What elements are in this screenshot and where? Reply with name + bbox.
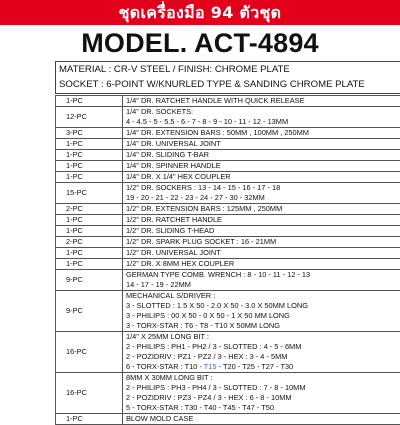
socket-line: SOCKET : 6-POINT W/KNURLED TYPE & SANDING CHROME PLATE	[59, 77, 400, 92]
item-description-line: 3 - TORX-STAR : T6 - T8 - T10 X 50MM LONG	[126, 321, 400, 331]
item-description-line: 8MM X 30MM LONG BIT :	[126, 373, 400, 383]
table-row	[56, 183, 400, 204]
material-line: MATERIAL : CR-V STEEL / FINISH: CHROME PLATE	[59, 62, 400, 77]
item-description	[123, 128, 400, 139]
item-description-line: 1/2" DR. UNIVERSAL JOINT	[126, 248, 400, 258]
item-description-line: 1/4" DR. UNIVERSAL JOINT	[126, 139, 400, 149]
item-description	[123, 373, 400, 414]
item-description-line: 2 - POZIDRIV : PZ3 - PZ4 / 3 - HEX : 6 - 8 - 10MM	[126, 393, 400, 403]
item-description-line: 1/2" DR. EXTENSION BARS : 125MM , 250MM	[126, 204, 400, 214]
item-description	[123, 215, 400, 226]
table-row	[56, 414, 400, 425]
item-description-line: 1/2" DR. SOCKERS : 13 - 14 - 15 - 16 - 17 - 18	[126, 183, 400, 193]
item-description-line: 2 - PHILIPS : PH3 - PH4 / 3 - SLOTTED : 7 - 8 - 10MM	[126, 383, 400, 393]
item-quantity: 16-PC	[56, 373, 123, 414]
item-description	[123, 96, 400, 107]
item-quantity: 1-PC	[56, 226, 123, 237]
item-description-line: 6 - TORX-STAR : T10 - T15 - T20 - T25 - T27 - T30	[126, 362, 400, 372]
table-row	[56, 161, 400, 172]
table-row	[56, 291, 400, 332]
table-row	[56, 270, 400, 291]
item-description-line: 1/2" DR. SLIDING T-HEAD	[126, 226, 400, 236]
item-description	[123, 107, 400, 128]
item-quantity: 1-PC	[56, 414, 123, 425]
item-description-line: 19 - 20 - 21 - 22 - 23 - 24 - 27 - 30 - 32MM	[126, 193, 400, 203]
table-row	[56, 150, 400, 161]
item-description-line: 1/2" DR. RATCHET HANDLE	[126, 215, 400, 225]
item-quantity: 1-PC	[56, 96, 123, 107]
item-description-line: BLOW MOLD CASE	[126, 414, 400, 424]
highlighted-text: T15	[204, 362, 217, 371]
item-description	[123, 332, 400, 373]
item-table	[55, 95, 400, 425]
table-row	[56, 248, 400, 259]
item-description	[123, 183, 400, 204]
item-description	[123, 204, 400, 215]
item-description-line: 1/4" DR. EXTENSION BARS : 50MM , 100MM , 250MM	[126, 128, 400, 138]
item-rows	[56, 96, 400, 425]
item-quantity: 1-PC	[56, 161, 123, 172]
item-quantity: 9-PC	[56, 291, 123, 332]
item-description-line: 1/4" DR. SPINNER HANDLE	[126, 161, 400, 171]
item-description-line: 4 - 4.5 - 5 - 5.5 - 6 - 7 - 8 - 9 - 10 - 11 - 12 - 13MM	[126, 117, 400, 127]
item-description	[123, 161, 400, 172]
item-description-line: 1/2" DR. SPARK PLUG SOCKET : 16 - 21MM	[126, 237, 400, 247]
item-quantity: 1-PC	[56, 139, 123, 150]
item-description-line: 5 - TORX-STAR : T30 - T40 - T45 - T47 - T50	[126, 403, 400, 413]
item-description	[123, 248, 400, 259]
item-description-line: 3 - SLOTTED : 1.5 X 50 - 2.0 X 50 - 3.0 X 50MM LONG	[126, 301, 400, 311]
item-description	[123, 259, 400, 270]
item-description-line: 2 - POZIDRIV : PZ1 - PZ2 / 3 - HEX : 3 - 4 - 5MM	[126, 352, 400, 362]
item-quantity: 16-PC	[56, 332, 123, 373]
item-description-line: 1/4" DR. SLIDING T-BAR	[126, 150, 400, 160]
item-quantity: 1-PC	[56, 215, 123, 226]
item-description-line: GERMAN TYPE COMB. WRENCH : 8 - 10 - 11 - 12 - 13	[126, 270, 400, 280]
item-description-line: 14 - 17 - 19 - 22MM	[126, 280, 400, 290]
item-description-line: MECHANICAL S/DRIVER :	[126, 291, 400, 301]
item-quantity: 15-PC	[56, 183, 123, 204]
table-row	[56, 226, 400, 237]
item-description	[123, 150, 400, 161]
item-description	[123, 226, 400, 237]
item-description-line: 1/4" DR. RATCHET HANDLE WITH QUICK RELEASE	[126, 96, 400, 106]
table-row	[56, 96, 400, 107]
item-quantity: 3-PC	[56, 128, 123, 139]
table-row	[56, 107, 400, 128]
table-row	[56, 172, 400, 183]
item-description	[123, 270, 400, 291]
item-description-line: 1/2" DR. X 8MM HEX COUPLER	[126, 259, 400, 269]
item-quantity: 2-PC	[56, 204, 123, 215]
table-row	[56, 215, 400, 226]
item-description	[123, 291, 400, 332]
item-description	[123, 414, 400, 425]
item-quantity: 1-PC	[56, 172, 123, 183]
item-description-line: 1/4" X 25MM LONG BIT :	[126, 332, 400, 342]
table-row	[56, 237, 400, 248]
item-quantity: 2-PC	[56, 237, 123, 248]
item-quantity: 12-PC	[56, 107, 123, 128]
item-description	[123, 139, 400, 150]
model-heading: MODEL. ACT-4894	[0, 26, 400, 60]
table-row	[56, 128, 400, 139]
item-description	[123, 237, 400, 248]
item-quantity: 1-PC	[56, 259, 123, 270]
item-description-line: 1/4" DR. X 1/4" HEX COUPLER	[126, 172, 400, 182]
item-description-line: 1/4" DR. SOCKETS:	[126, 107, 400, 117]
item-description-line: 2 - PHILIPS : PH1 - PH2 / 3 - SLOTTED : 4 - 5 - 6MM	[126, 342, 400, 352]
material-spec-box	[55, 61, 400, 94]
table-row	[56, 373, 400, 414]
item-quantity: 1-PC	[56, 150, 123, 161]
item-quantity: 9-PC	[56, 270, 123, 291]
item-quantity: 1-PC	[56, 248, 123, 259]
table-row	[56, 332, 400, 373]
table-row	[56, 204, 400, 215]
thai-title-banner: ชุดเครื่องมือ 94 ตัวชุด	[0, 0, 400, 25]
table-row	[56, 139, 400, 150]
item-description-line: 3 - PHILIPS : 00 X 50 - 0 X 50 - 1 X 50 MM LONG	[126, 311, 400, 321]
table-row	[56, 259, 400, 270]
item-description	[123, 172, 400, 183]
